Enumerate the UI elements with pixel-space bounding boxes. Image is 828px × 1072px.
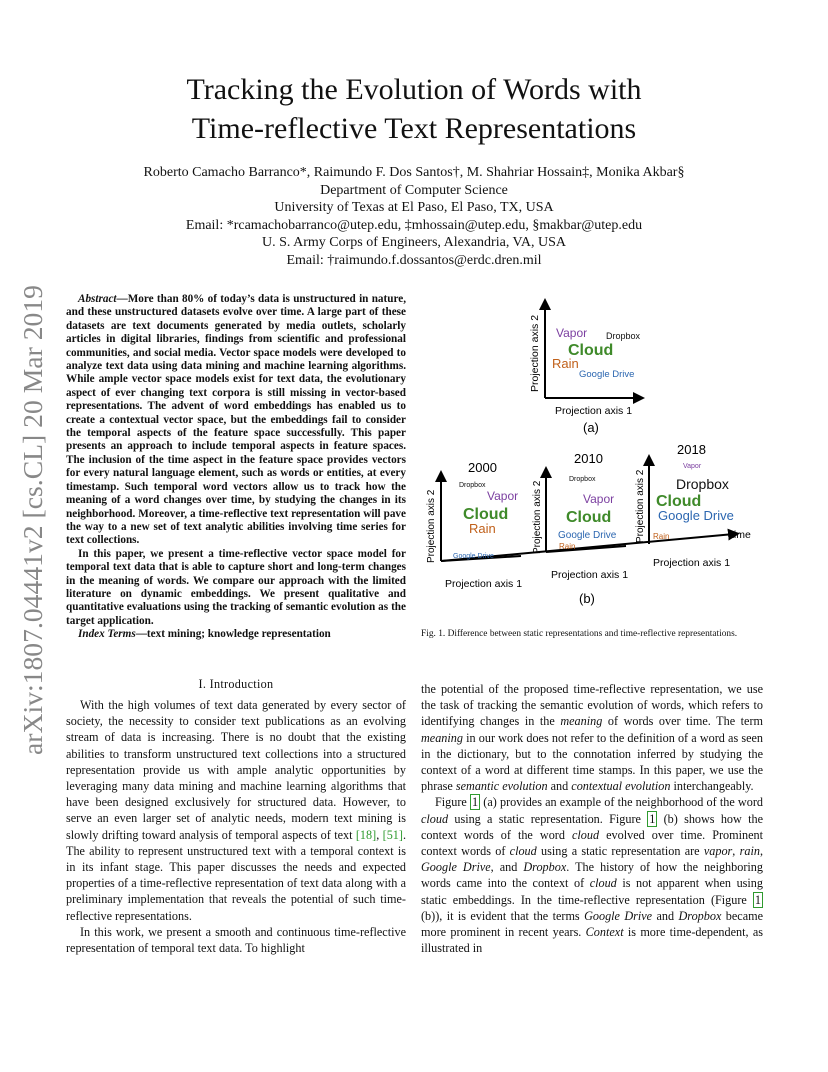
right-para-1 (421, 681, 763, 794)
author-email-2: Email: †raimundo.f.dossantos@erdc.dren.mil (286, 252, 542, 268)
panel-b-2010-dropbox: Dropbox (569, 476, 596, 483)
panel-b-label: (b) (579, 591, 595, 606)
panel-a-word-dropbox: Dropbox (606, 331, 641, 341)
right-text-1d: and (547, 779, 572, 794)
panel-a-word-cloud: Cloud (568, 342, 614, 359)
right-text-2e: using a static representation are (536, 844, 704, 859)
term-meaning-1: meaning (560, 714, 603, 729)
index-terms-label: Index Terms (78, 628, 136, 641)
term-cloud-3: cloud (509, 844, 537, 859)
title-line-2: Time-reflective Text Representations (191, 112, 637, 145)
panel-a-word-vapor: Vapor (556, 326, 588, 340)
panel-b-year-2010: 2010 (574, 451, 603, 466)
panel-a-axis1-label: Projection axis 1 (555, 405, 633, 417)
panel-b-2018-rain: Rain (653, 532, 670, 541)
right-text-2c: (b) shows how the context words of the word (421, 811, 763, 842)
term-gdrive-2: Google Drive (584, 908, 653, 923)
author-dept: Department of Computer Science (320, 182, 508, 198)
panel-b-axis1-2018: Projection axis 1 (653, 557, 731, 569)
abstract (66, 293, 406, 642)
term-cloud-1: cloud (421, 811, 449, 826)
author-names: Roberto Camacho Barranco*, Raimundo F. Dos Santos†, M. Shahriar Hossain‡, Monika Akbar§ (143, 165, 685, 180)
panel-b-2010-cloud: Cloud (566, 509, 612, 526)
panel-b-year-2000: 2000 (468, 460, 497, 475)
panel-b-2000-dropbox: Dropbox (459, 482, 486, 489)
panel-b-axis2-2010: Projection axis 2 (532, 480, 543, 554)
panel-b-2000-gdrive: Google Drive (453, 553, 494, 560)
figure-ref-3[interactable]: 1 (754, 892, 761, 907)
panel-b-axis2-2018: Projection axis 2 (635, 469, 646, 543)
panel-b-2010-rain: Rain (559, 542, 576, 551)
right-text-2j: became more prominent in recent years. (421, 908, 763, 940)
term-semantic-evolution: semantic evolution (455, 779, 548, 794)
figure-1-svg (421, 298, 763, 613)
figure-1-caption: Fig. 1. Difference between static representations and time-reflective representations. (421, 629, 738, 639)
panel-b-2000-vapor: Vapor (487, 489, 519, 503)
index-terms (66, 628, 406, 641)
author-email-1: Email: *rcamachobarranco@utep.edu, ‡mhossain@utep.edu, §makbar@utep.edu (185, 217, 643, 233)
paper-title (0, 70, 828, 148)
right-text-and: , and (490, 860, 524, 875)
section-heading-intro: I. Introduction (198, 677, 274, 691)
term-dropbox-1: Dropbox (523, 860, 567, 875)
right-text-2d: evolved over time. Prominent context words of (421, 827, 763, 859)
citation-51[interactable]: [51] (382, 827, 403, 842)
abstract-text-1: —More than 80% of today’s data is unstructured in nature, and these unstructured datasets evolve over time. A large part of these datasets are text documents generated by media outlets, scholarly articles in digital libraries, findings from scientific and professional communities, and social media. Vector space models were developed to analyze text data using data mining and machine learning algorithms. While ample vector space models exist for text data, the evolutionary aspect of ever changing text corpora is still missing in vector-based representations. The advent of word embeddings has enabled us to create a contextual vector space, but the embeddings fail to consider the temporal aspects of the feature space successfully. This paper presents an approach to include temporal aspects in feature spaces. The inclusion of the time aspect in the feature space provides vectors for every natural language element, such as words or entities, at every timestamp. Such temporal word vectors allow us to track how the meaning of a word changes over time, by studying the changes in its neighborhood. Moreover, a time-reflective text representation will pave the way to a new set of text analytic abilities involving time series for text collections. (66, 293, 406, 547)
panel-b-2010-gdrive: Google Drive (558, 530, 617, 541)
right-text-2k: is more time-dependent, as illustrated in (421, 925, 763, 956)
intro-text-1a: With the high volumes of text data generated by every sector of society, the necessity to consider text publications as an evolving stream of data is increasing. There is no doubt that the existing abilities to transform unstructured text collections into a structured representation provide us with ample analytic opportunities by leveraging many data mining and machine learning algorithms that have been designed exclusively for structured data. However, to serve an even larger set of analytic needs, modern text mining is slowly drifting toward analysis of temporal aspects of text (66, 698, 406, 842)
index-terms-text: —text mining; knowledge representation (135, 628, 331, 641)
right-text-2i: and (652, 908, 679, 923)
right-text-1a: the potential of the proposed time-reflective representation, we use the task of tracking the semantic evolution of words, which refers to identifying changes in the (421, 682, 763, 729)
term-cloud-4: cloud (589, 876, 617, 891)
right-text-2-fig: Figure (435, 795, 470, 810)
panel-b-axis1-2010: Projection axis 1 (551, 569, 629, 581)
panel-b-time-label: time (731, 529, 751, 541)
right-text-2a: (a) provides an example of the neighborhood of the word (480, 795, 763, 810)
term-rain: rain (739, 844, 760, 859)
panel-a-word-rain: Rain (552, 356, 579, 371)
author-univ: University of Texas at El Paso, El Paso, TX, USA (274, 200, 554, 215)
arxiv-stamp-text: arXiv:1807.04441v2 [cs.CL] 20 Mar 2019 (18, 296, 48, 755)
panel-b-axis2-2000: Projection axis 2 (426, 489, 437, 563)
comma-2: , (759, 844, 763, 859)
right-para-2 (421, 794, 763, 956)
right-text-1c: in our work does not refer to the definition of a word as seen in the dictionary, but to the connotation inferred by studying the context of a word at different time stamps. In this paper, we use the phrase (421, 730, 763, 794)
panel-a (529, 304, 641, 435)
right-text-2h: (b)), it is evident that the terms (421, 908, 585, 923)
panel-a-axis2-label: Projection axis 2 (529, 314, 541, 392)
author-army: U. S. Army Corps of Engineers, Alexandria, VA, USA (262, 235, 566, 250)
panel-a-label: (a) (583, 420, 599, 435)
term-gdrive-1: Google Drive (421, 860, 491, 875)
term-meaning-2: meaning (421, 730, 463, 745)
panel-b-2000-rain: Rain (469, 521, 496, 536)
panel-b-2018-vapor: Vapor (683, 463, 702, 470)
panel-a-word-gdrive: Google Drive (579, 369, 635, 380)
abstract-label: Abstract (78, 293, 117, 305)
term-context: Context (585, 925, 624, 940)
figure-ref-2[interactable]: 1 (649, 811, 656, 826)
intro-text-1b: . The ability to represent unstructured text with a temporal context is in its infant stage. This paper discusses the needs and expected properties of a time-reflective representation of text data along with a preliminary implementation that reveals the potential of such time-reflective representations. (66, 827, 406, 923)
intro-para-2: In this work, we present a smooth and continuous time-reflective representation of temporal text data. To highlight (66, 924, 406, 956)
right-text-1b: of words over time. The term (602, 714, 763, 729)
citation-18[interactable]: [18] (355, 827, 377, 842)
term-dropbox-2: Dropbox (678, 908, 722, 923)
author-block (0, 164, 828, 269)
term-contextual-evolution: contextual evolution (571, 779, 671, 794)
arxiv-stamp (18, 285, 48, 755)
abstract-para-2: In this paper, we present a time-reflective vector space model for temporal text data that is able to capture short and long-term changes in the meaning of words. We compare our approach with the limited literature on dynamic embeddings. We present qualitative and quantitative evaluations using the tracking of semantic evolution as the target application. (66, 547, 406, 627)
panel-b-2018-cloud: Cloud (656, 493, 702, 510)
panel-b-2018-gdrive: Google Drive (658, 508, 734, 523)
intro-para-1 (66, 697, 406, 924)
right-text-2f: . The history of how the neighboring words came into the context of (421, 860, 763, 891)
panel-b-axis1-2000: Projection axis 1 (445, 578, 523, 590)
figure-ref-1[interactable]: 1 (472, 795, 479, 810)
right-text-2g: is not apparent when using static embeddings. In the time-reflective representation (Figure (421, 876, 763, 907)
comma-1: , (732, 844, 740, 859)
intro-right-column (421, 681, 763, 956)
panel-b-2000-cloud: Cloud (463, 506, 509, 523)
intro-left-column (66, 697, 406, 956)
right-text-2b: using a static representation. Figure (448, 811, 648, 826)
figure-1 (421, 298, 763, 613)
panel-b-2018-dropbox: Dropbox (676, 476, 729, 492)
term-cloud-2: cloud (572, 827, 600, 842)
title-line-1: Tracking the Evolution of Words with (186, 73, 642, 106)
panel-b-2010-vapor: Vapor (583, 492, 615, 506)
right-text-1e: interchangeably. (670, 779, 754, 794)
abstract-para-1 (66, 293, 406, 548)
panel-b (426, 442, 751, 606)
panel-b-year-2018: 2018 (677, 442, 706, 457)
citation-separator: , (376, 827, 383, 842)
term-vapor: vapor (703, 844, 733, 859)
